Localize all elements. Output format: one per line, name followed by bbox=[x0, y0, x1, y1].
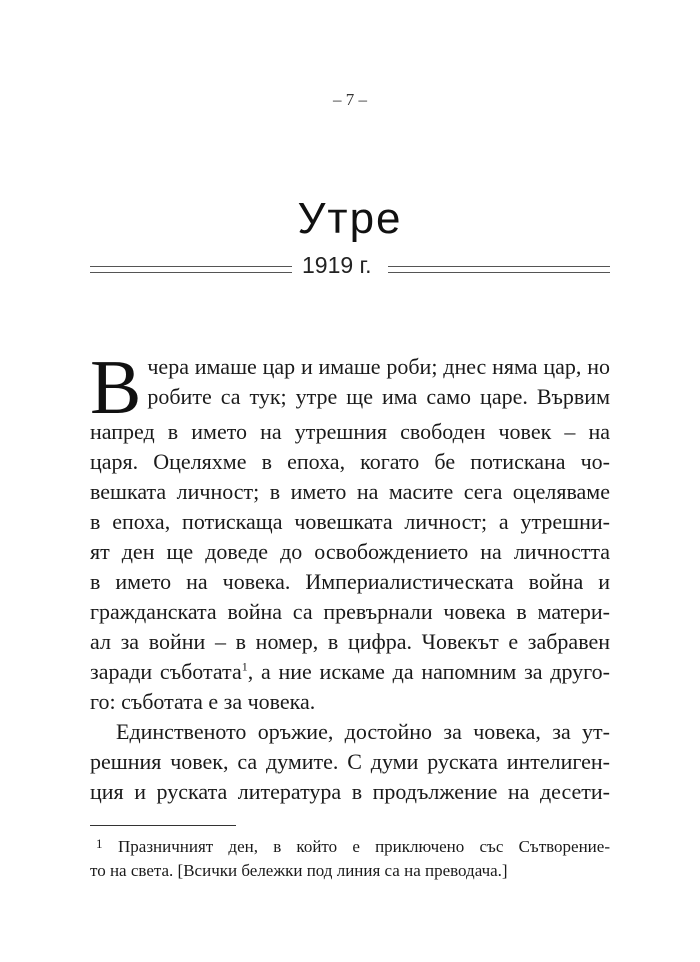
footnote bbox=[90, 832, 610, 883]
text-line: гражданската война са превърнали човека в матери- bbox=[90, 599, 610, 624]
text-line: робите са тук; утре ще има само царе. Вървим bbox=[147, 384, 610, 409]
text-line: чера имаше цар и имаше роби; днес няма цар, но bbox=[147, 354, 610, 379]
footnote-marker: 1 bbox=[96, 836, 103, 851]
divider-rule-left bbox=[90, 266, 292, 273]
text-line: ал за войни – в номер, в цифра. Човекът е забравен bbox=[90, 629, 610, 654]
footnote-separator bbox=[90, 825, 236, 826]
text-line: Единственото оръжие, достойно за човека, за ут- bbox=[116, 719, 610, 744]
text-line: вешката личност; в името на масите сега оцеляваме bbox=[90, 479, 610, 504]
text-line: в епоха, потискаща човешката личност; а утрешни- bbox=[90, 509, 610, 534]
body-text bbox=[90, 352, 610, 807]
text-segment: заради съботата bbox=[90, 659, 242, 684]
text-line: ят ден ще доведе до освобождението на личността bbox=[90, 539, 610, 564]
text-line: го: съботата е за човека. bbox=[90, 689, 316, 714]
footnote-text: Празничният ден, в който е приключено със Сътворение- bbox=[118, 837, 610, 856]
divider-rule-right bbox=[388, 266, 610, 273]
text-line: царя. Оцеляхме в епоха, когато бе потискана чо- bbox=[90, 449, 610, 474]
drop-cap: В bbox=[90, 352, 142, 417]
text-line: ция и руската литература в продължение на десети- bbox=[90, 779, 610, 804]
paragraph-1-opening bbox=[90, 352, 610, 417]
footnote-reference[interactable]: 1 bbox=[241, 659, 248, 674]
chapter-title: Утре bbox=[297, 194, 403, 243]
page-number: – 7 – bbox=[333, 90, 367, 109]
text-line: решния човек, са думите. С думи руската интелиген- bbox=[90, 749, 610, 774]
text-line-with-footnote bbox=[90, 657, 610, 687]
chapter-year: 1919 г. bbox=[302, 252, 372, 278]
footnote-line: то на света. [Всички бележки под линия са на преводача.] bbox=[90, 861, 508, 880]
text-segment: , а ние искаме да напомним за друго- bbox=[247, 659, 610, 684]
text-line: напред в името на утрешния свободен човек – на bbox=[90, 419, 610, 444]
footnote-line bbox=[90, 832, 610, 859]
text-line: в името на човека. Империалистическата война и bbox=[90, 569, 610, 594]
year-divider bbox=[90, 252, 610, 282]
